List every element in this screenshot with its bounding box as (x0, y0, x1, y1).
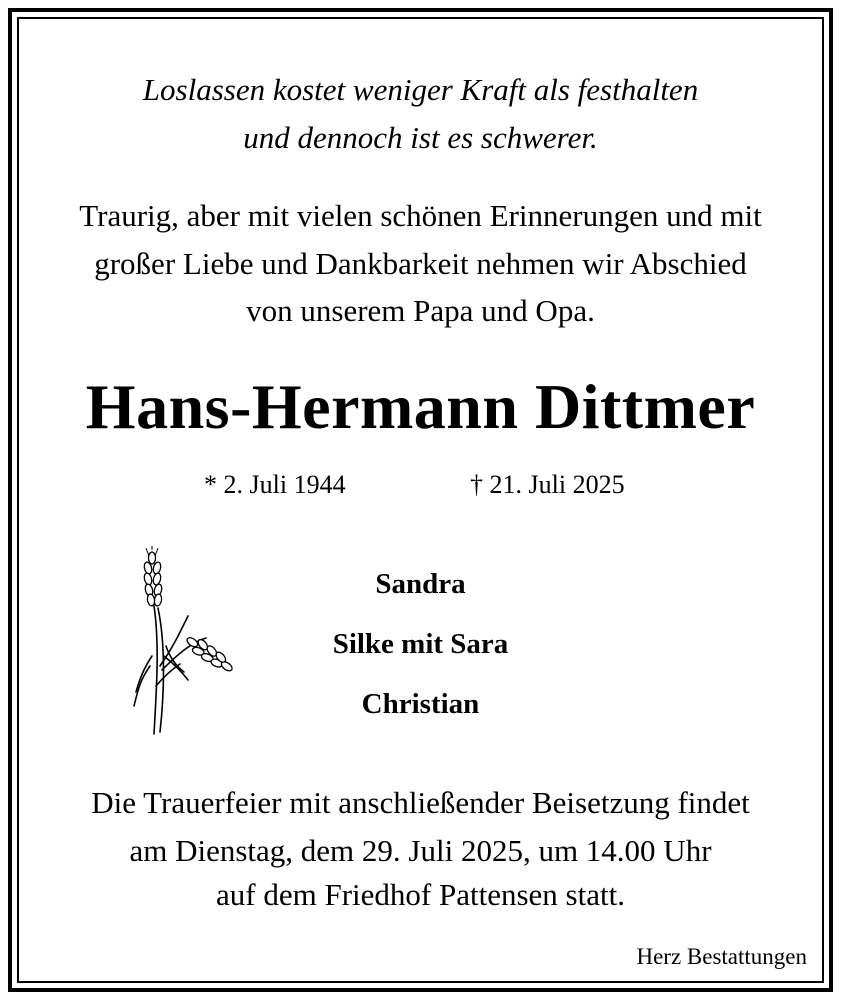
mourner-1: Sandra (375, 568, 466, 600)
motto-line-2: und dennoch ist es schwerer. (243, 120, 598, 155)
intro-line-1: Traurig, aber mit vielen schönen Erinnerungen und mit (79, 198, 762, 233)
motto-line-1: Loslassen kostet weniger Kraft als festhalten (142, 72, 699, 107)
intro-line-2: großer Liebe und Dankbarkeit nehmen wir Abschied (94, 246, 747, 281)
death-date: † 21. Juli 2025 (470, 470, 625, 499)
intro-line-3: von unserem Papa und Opa. (246, 293, 595, 328)
undertaker-name: Herz Bestattungen (636, 944, 807, 969)
funeral-line-2: am Dienstag, dem 29. Juli 2025, um 14.00 Uhr (129, 833, 712, 868)
mourner-3: Christian (361, 688, 480, 720)
funeral-line-1: Die Trauerfeier mit anschließender Beisetzung findet (91, 785, 750, 820)
birth-date: * 2. Juli 1944 (204, 470, 346, 499)
deceased-name: Hans-Hermann Dittmer (85, 371, 756, 442)
mourner-2: Silke mit Sara (332, 628, 509, 660)
funeral-line-3: auf dem Friedhof Pattensen statt. (216, 877, 625, 912)
